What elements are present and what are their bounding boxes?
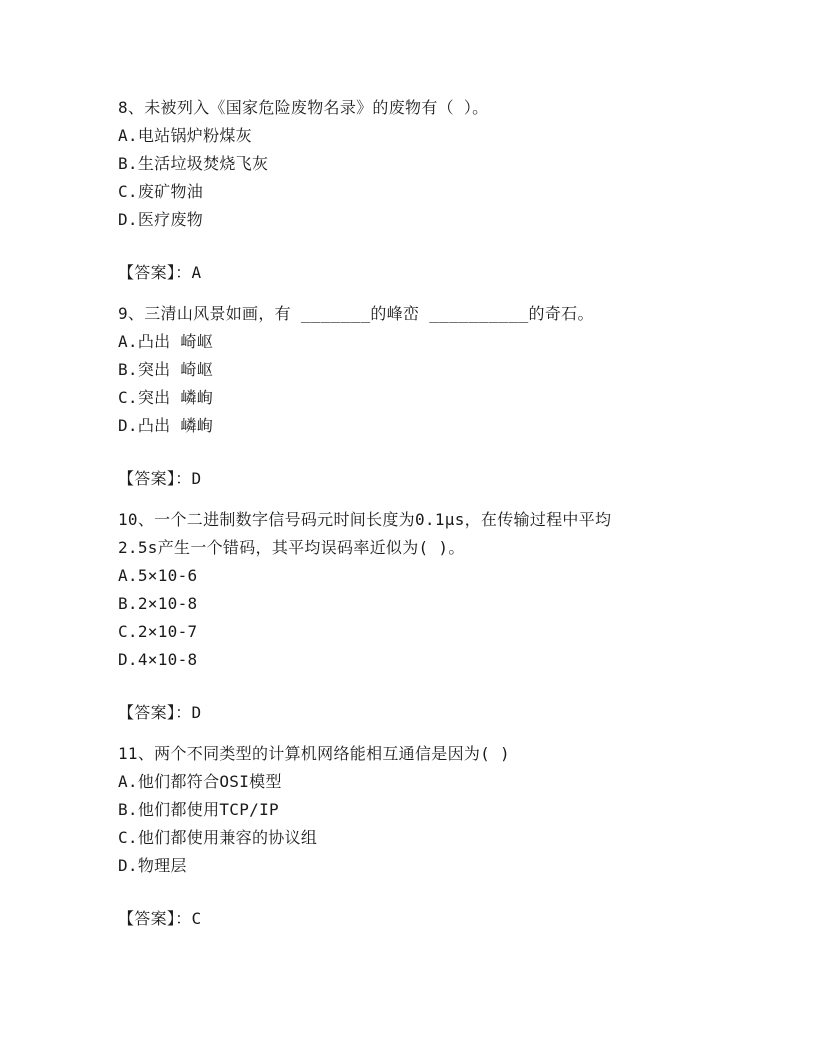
answer-value: A: [191, 263, 202, 282]
answer-line: [118, 905, 718, 933]
document-page: [118, 94, 718, 946]
question-stem-continued: 2.5s产生一个错码，其平均误码率近似为( )。: [118, 538, 465, 557]
question-stem: 10、一个二进制数字信号码元时间长度为0.1μs，在传输过程中平均: [118, 510, 612, 529]
question-8: [118, 94, 718, 287]
option-c: C.他们都使用兼容的协议组: [118, 828, 318, 847]
answer-label: 【答案】：: [118, 469, 192, 488]
option-c: C.突出 嶙峋: [118, 388, 213, 407]
answer-value: D: [191, 469, 202, 488]
option-d: D.4×10-8: [118, 650, 198, 669]
option-a: A.电站锅炉粉煤灰: [118, 126, 252, 145]
answer-line: [118, 465, 718, 493]
question-10: [118, 506, 718, 727]
question-stem: 8、未被列入《国家危险废物名录》的废物有（ ）。: [118, 98, 489, 117]
answer-line: [118, 699, 718, 727]
answer-value: D: [191, 703, 202, 722]
answer-line: [118, 259, 718, 287]
option-d: D.物理层: [118, 856, 187, 875]
option-a: A.凸出 崎岖: [118, 332, 213, 351]
question-stem: 9、三清山风景如画，有 _______的峰峦 __________的奇石。: [118, 304, 594, 323]
question-stem: 11、两个不同类型的计算机网络能相互通信是因为( ): [118, 744, 510, 763]
question-11: [118, 740, 718, 933]
answer-value: C: [191, 909, 202, 928]
answer-label: 【答案】：: [118, 909, 192, 928]
option-b: B.他们都使用TCP/IP: [118, 800, 279, 819]
option-a: A.5×10-6: [118, 566, 198, 585]
option-d: D.凸出 嶙峋: [118, 416, 213, 435]
question-9: [118, 300, 718, 493]
answer-label: 【答案】：: [118, 263, 192, 282]
option-b: B.2×10-8: [118, 594, 198, 613]
option-b: B.突出 崎岖: [118, 360, 213, 379]
option-b: B.生活垃圾焚烧飞灰: [118, 154, 269, 173]
option-a: A.他们都符合OSI模型: [118, 772, 282, 791]
option-d: D.医疗废物: [118, 210, 204, 229]
option-c: C.废矿物油: [118, 182, 204, 201]
option-c: C.2×10-7: [118, 622, 198, 641]
answer-label: 【答案】：: [118, 703, 192, 722]
